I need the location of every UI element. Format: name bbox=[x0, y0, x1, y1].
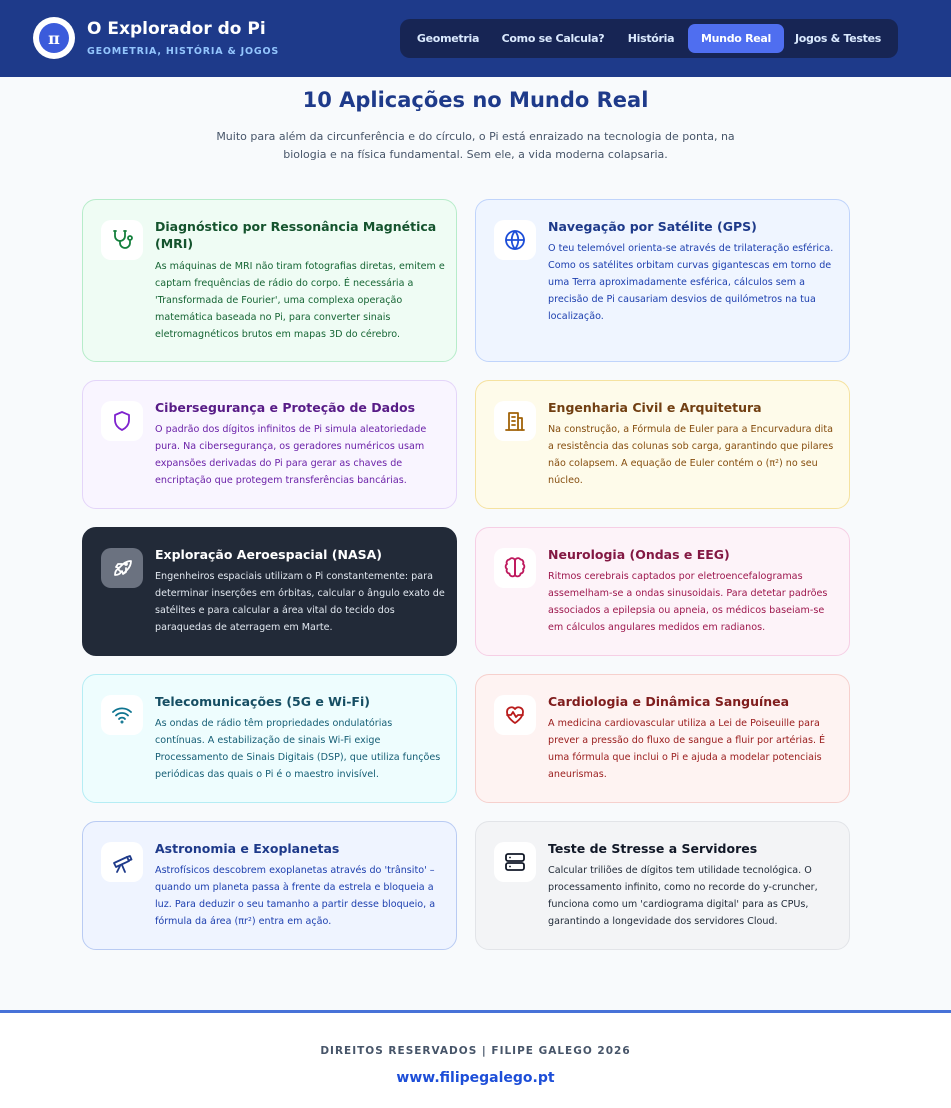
card-mri bbox=[82, 199, 457, 362]
card-title: Navegação por Satélite (GPS) bbox=[548, 219, 757, 234]
card-neurologia bbox=[475, 527, 850, 656]
card-engenharia bbox=[475, 380, 850, 509]
heart-pulse-icon bbox=[494, 695, 536, 735]
card-cardiologia bbox=[475, 674, 850, 803]
card-title: Engenharia Civil e Arquitetura bbox=[548, 400, 762, 415]
card-body: As ondas de rádio têm propriedades ondulatórias contínuas. A estabilização de sinais Wi-Fi exige Processamento de Sinais Digitais (DSP), que utiliza funções periódicas das quais o Pi é o maestro invisível. bbox=[155, 718, 441, 780]
site-title[interactable]: O Explorador do Pi bbox=[87, 19, 266, 39]
card-body: O padrão dos dígitos infinitos de Pi simula aleatoriedade pura. Na cibersegurança, os geradores numéricos usam expansões derivadas do Pi para gerar as chaves de encriptação que protegem transferências bancárias. bbox=[155, 424, 427, 486]
card-title: Diagnóstico por Ressonância Magnética (MRI) bbox=[155, 219, 437, 251]
page-title: 10 Aplicações no Mundo Real bbox=[302, 88, 649, 112]
footer-website-link[interactable]: www.filipegalego.pt bbox=[396, 1070, 555, 1086]
card-body: O teu telemóvel orienta-se através de trilateração esférica. Como os satélites orbitam curvas gigantescas em torno de uma Terra aproximadamente esférica, cálculos sem a precisão de Pi causariam desvios de quilómetros na tua localização. bbox=[548, 243, 834, 322]
main-nav bbox=[400, 19, 898, 58]
card-body: Astrofísicos descobrem exoplanetas através do 'trânsito' – quando um planeta passa à frente da estrela e bloqueia a luz. Para deduzir o seu tamanho a partir desse bloqueio, a fórmula da área (πr²) entra em ação. bbox=[155, 865, 436, 927]
card-aeroespacial bbox=[82, 527, 457, 656]
pi-logo-icon: π bbox=[39, 23, 69, 53]
card-title: Neurologia (Ondas e EEG) bbox=[548, 547, 730, 562]
card-astronomia bbox=[82, 821, 457, 950]
card-title: Astronomia e Exoplanetas bbox=[155, 841, 340, 856]
footer-copyright: DIREITOS RESERVADOS | FILIPE GALEGO 2026 bbox=[320, 1045, 631, 1057]
tab-como-se-calcula[interactable]: Como se Calcula? bbox=[501, 32, 605, 45]
intro-text: Muito para além da circunferência e do círculo, o Pi está enraizado na tecnologia de ponta, na biologia e na física fundamental. Sem ele, a vida moderna colapsaria. bbox=[216, 130, 735, 161]
card-body: A medicina cardiovascular utiliza a Lei de Poiseuille para prever a pressão do fluxo de sangue a fluir por artérias. É uma fórmula que inclui o Pi e ajuda a modelar potenciais aneurismas. bbox=[548, 718, 826, 780]
globe-icon bbox=[494, 220, 536, 260]
footer bbox=[0, 1013, 951, 1108]
card-body: As máquinas de MRI não tiram fotografias diretas, emitem e captam frequências de rádio do corpo. É necessária a 'Transformada de Fourier', uma complexa operação matemática baseada no Pi, para converter sinais eletromagnéticos brutos em mapas 3D do cérebro. bbox=[155, 261, 445, 340]
stethoscope-icon bbox=[101, 220, 143, 260]
card-title: Cardiologia e Dinâmica Sanguínea bbox=[548, 694, 790, 709]
tab-historia[interactable]: História bbox=[627, 32, 675, 45]
card-telecomunicacoes bbox=[82, 674, 457, 803]
tab-geometria[interactable]: Geometria bbox=[416, 32, 480, 45]
site-subtitle: GEOMETRIA, HISTÓRIA & JOGOS bbox=[87, 46, 279, 57]
card-body: Ritmos cerebrais captados por eletroencefalogramas assemelham-se a ondas sinusoidais. Para detetar padrões associados a epilepsia ou apneia, os médicos baseiam-se em cálculos angulares medidos em radianos. bbox=[548, 571, 828, 633]
card-gps bbox=[475, 199, 850, 362]
tab-mundo-real[interactable]: Mundo Real bbox=[688, 24, 784, 53]
card-body: Calcular triliões de dígitos tem utilidade tecnológica. O processamento infinito, como no recorde do y-cruncher, funciona como um 'cardiograma digital' para as CPUs, garantindo a longevidade dos servidores Cloud. bbox=[548, 865, 818, 927]
wifi-icon bbox=[101, 695, 143, 735]
card-body: Na construção, a Fórmula de Euler para a Encurvadura dita a resistência das colunas sob carga, garantindo que pilares não colapsem. A equação de Euler contém o (π²) no seu núcleo. bbox=[548, 424, 834, 486]
tab-jogos-testes[interactable]: Jogos & Testes bbox=[795, 32, 881, 45]
card-body: Engenheiros espaciais utilizam o Pi constantemente: para determinar inserções em órbitas, calcular o ângulo exato de satélites e para calcular a área vital do tecido dos paraquedas de aterragem em Marte. bbox=[155, 571, 445, 633]
card-title: Teste de Stresse a Servidores bbox=[548, 841, 758, 856]
shield-icon bbox=[101, 401, 143, 441]
card-title: Exploração Aeroespacial (NASA) bbox=[155, 547, 383, 562]
server-icon bbox=[494, 842, 536, 882]
brain-icon bbox=[494, 548, 536, 588]
card-title: Cibersegurança e Proteção de Dados bbox=[155, 400, 416, 415]
telescope-icon bbox=[101, 842, 143, 882]
rocket-icon bbox=[101, 548, 143, 588]
card-title: Telecomunicações (5G e Wi-Fi) bbox=[155, 694, 370, 709]
card-servidores bbox=[475, 821, 850, 950]
logo[interactable] bbox=[33, 17, 75, 59]
building-icon bbox=[494, 401, 536, 441]
top-header bbox=[0, 0, 951, 77]
card-ciberseguranca bbox=[82, 380, 457, 509]
